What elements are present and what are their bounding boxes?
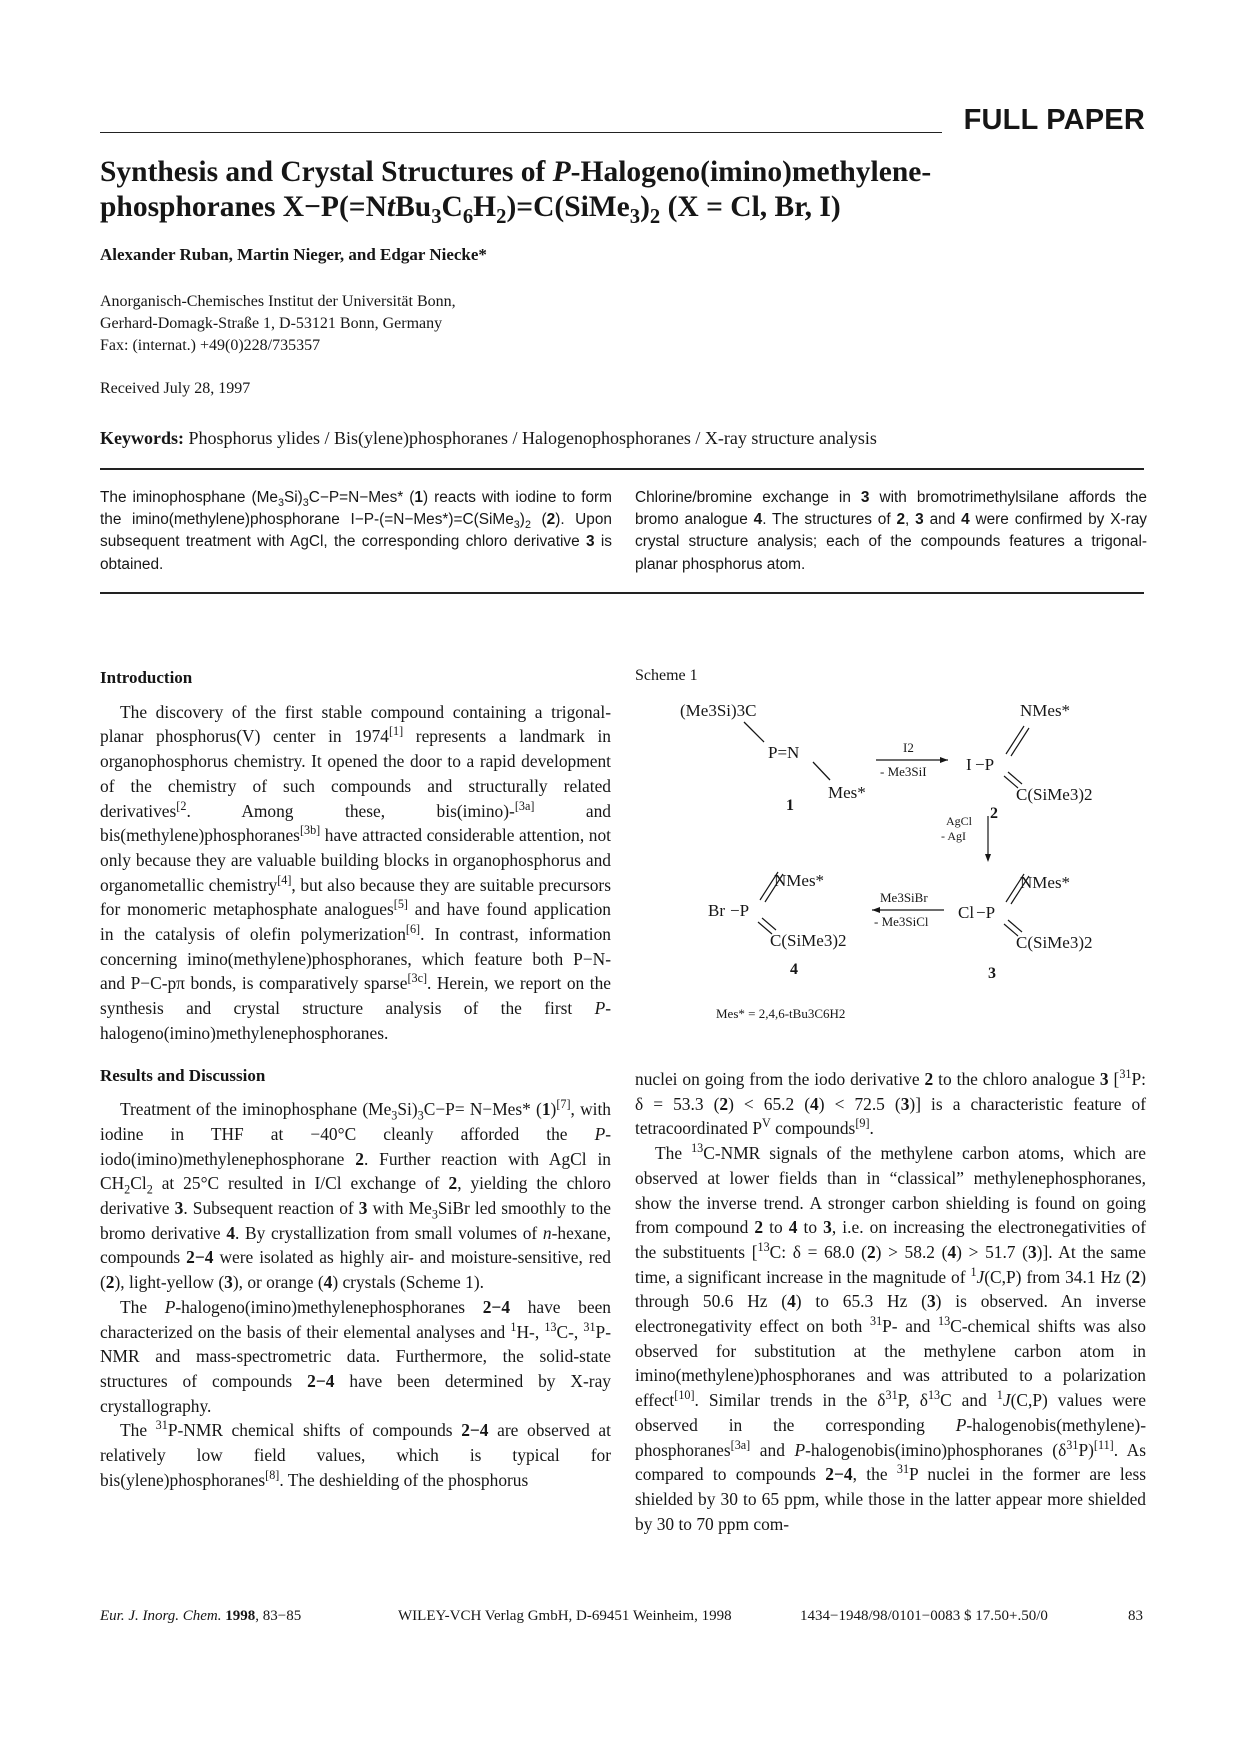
reaction-scheme: [640, 692, 1140, 1032]
compound-number-4: 4: [790, 961, 798, 978]
section-heading-introduction: Introduction: [100, 668, 193, 687]
iodo-label: I: [966, 755, 972, 774]
bond-dash: −P: [730, 901, 750, 920]
bromo-label: Br: [708, 901, 725, 920]
c1-pn-label: P=N: [768, 743, 800, 762]
body-left-column: [100, 666, 611, 1493]
paragraph: The $^{13}$C-NMR signals of the methylene carbon atoms, which are observed at lower fields than in “classical” methylenephosphoranes, show the inverse trend. A stronger carbon shielding is found on going from compound 2 to 4 to 3, i.e. on increasing the electronegativities of the substituents [$^{13}$C: δ = 68.0 (2) > 58.2 (4) > 51.7 (3)]. At the same time, a significant increase in the magnitude of $^1$J(C,P) from 34.1 Hz (2) through 50.6 Hz (4) to 65.3 Hz (3) is observed. An inverse electronegativity effect on both $^{31}$P- and $^{13}$C-chemical shifts was also observed for substitution at the methylene carbon atom in imino(methylene)phosphoranes and was attributed to a polarization effect[10]. Similar trends in the $\delta^{31}P$, $\delta^{13}C$ and $^1$J(C,P) values were observed in the corresponding P-halogenobis(methylene)-phosphoranes[3a] and P-halogenobis(imino)phosphoranes $(\delta^{31}P)[11]$. As compared to compounds 2−4, the $^{31}$P nuclei in the former are less shielded by 30 to 65 ppm, while those in the latter appear more shielded by 30 to 70 ppm com-: [635, 1141, 1147, 1534]
abstract-left: The iminophosphane $(Me_3Si)_3C-P=N-Mes*$ (1) reacts with iodine to form the imino(methylene)phosphorane $I-P-(=N-Mes*)=C(SiMe_3)_2$ (2). Upon subsequent treatment with AgCl, the corresponding chloro derivative 3 is obtained.: [100, 489, 612, 573]
journal-year: 1998: [225, 1608, 256, 1624]
bond-dash: −P: [975, 755, 995, 774]
arrow-head: [872, 907, 880, 913]
paragraph: The $^{31}$P-NMR chemical shifts of compounds 2−4 are observed at relatively low field values, which is typical for bis(ylene)phosphoranes[8]. The deshielding of the phosphorus: [100, 1418, 611, 1490]
footer-code: 1434−1948/98/0101−0083 $ 17.50+.50/0: [800, 1608, 1048, 1624]
paragraph: The P-halogeno(imino)methylenephosphoranes 2−4 have been characterized on the basis of their elemental analyses and $^1$H-, $^{13}$C-, $^{31}$P-NMR and mass-spectrometric data. Furthermore, the solid-state structures of compounds 2−4 have been determined by X-ray crystallography.: [100, 1296, 612, 1416]
affiliation-line: Anorganisch-Chemisches Institut der Universität Bonn,: [100, 293, 456, 310]
abstract-right: Chlorine/bromine exchange in 3 with bromotrimethylsilane affords the bromo analogue 4. The structures of 2, 3 and 4 were confirmed by X-ray crystal structure analysis; each of the compounds features a trigonal-planar phosphorus atom.: [635, 489, 1147, 573]
header-rule: [100, 132, 942, 133]
bond-line: [762, 918, 776, 930]
affiliation-line: Gerhard-Domagk-Straße 1, D-53121 Bonn, Germany: [100, 315, 443, 332]
bond-line: [1008, 920, 1022, 932]
arrow3-reagent: Me3SiBr: [880, 890, 928, 905]
journal-pages: , 83−85: [255, 1608, 302, 1624]
compound-number-3: 3: [988, 965, 996, 982]
nmes-label-4: NMes*: [774, 871, 825, 890]
csime-label-2: C(SiMe3)2: [1016, 785, 1093, 804]
bond-line: [1008, 772, 1022, 784]
keywords-list: Phosphorus ylides / Bis(ylene)phosphoranes / Halogenophosphoranes / X-ray structure analysis: [188, 428, 877, 448]
article-title: [100, 155, 1140, 228]
bond-dash: −P: [976, 903, 996, 922]
nmes-label-2: NMes*: [1020, 701, 1071, 720]
paragraph: The discovery of the first stable compound containing a trigonal-planar phosphorus(V) center in 1974[1] represents a landmark in organophosphorus chemistry. It opened the door to a rapid development of the chemistry of such compounds and structurally related derivatives$^{[2}$. Among these, bis(imino)-[3a] and bis(methylene)phosphoranes[3b] have attracted considerable attention, not only because they are valuable building blocks in organophosphorus and organometallic chemistry[4], but also because they are suitable precursors for monomeric metaphosphate analogues[5] and have found application in the catalysis of olefin polymerization[6]. In contrast, information concerning imino(methylene)phosphoranes, which feature both P−N- and P−C-pπ bonds, is comparatively sparse[3c]. Herein, we report on the synthesis and crystal structure analysis of the first P-halogeno(imino)methylenephosphoranes.: [100, 701, 612, 1043]
section-label: FULL PAPER: [963, 104, 1145, 136]
paragraph: nuclei on going from the iodo derivative 2 to the chloro analogue 3 [$^{31}$P: δ = 53.3 (2) < 65.2 (4) < 72.5 (3)] is a characteristic feature of tetracoordinated $P^V$ compounds[9].: [635, 1067, 1146, 1139]
scheme-caption: Scheme 1: [635, 667, 698, 684]
keywords: [100, 428, 877, 449]
nmes-label-3: NMes*: [1020, 873, 1071, 892]
arrow2-byproduct: - AgI: [941, 829, 966, 843]
bond-line: [744, 722, 764, 742]
chloro-label: Cl: [958, 903, 975, 922]
arrow1-reagent: I2: [903, 740, 914, 755]
compound-number-1: 1: [786, 797, 794, 814]
received-date: Received July 28, 1997: [100, 380, 251, 397]
compound-number-2: 2: [990, 805, 998, 822]
authors: Alexander Ruban, Martin Nieger, and Edgar Niecke*: [100, 245, 487, 264]
title-line-2: phosphoranes $X-P(=NtBu_3C_6H_2)=C(SiMe_3)_2$ (X = Cl, Br, I): [100, 191, 841, 228]
bond-line: [813, 762, 830, 780]
c1-silyl-label: (Me3Si)3C: [680, 701, 757, 720]
journal-name: Eur. J. Inorg. Chem.: [100, 1608, 222, 1624]
page-number: 83: [1128, 1608, 1143, 1624]
footer-citation: [100, 1608, 301, 1625]
arrow3-byproduct: - Me3SiCl: [874, 914, 929, 929]
arrow-head: [940, 757, 948, 763]
abstract-top-rule: [100, 468, 1144, 470]
title-line-1: Synthesis and Crystal Structures of P-Halogeno(imino)methylene-: [100, 156, 932, 188]
csime-label-3: C(SiMe3)2: [1016, 933, 1093, 952]
arrow2-reagent: AgCl: [946, 814, 973, 828]
arrow-head: [985, 854, 991, 862]
arrow1-byproduct: - Me3SiI: [880, 764, 927, 779]
keywords-label: Keywords:: [100, 428, 184, 448]
section-heading-results: Results and Discussion: [100, 1065, 266, 1085]
mes-definition: Mes* = 2,4,6-tBu3C6H2: [716, 1006, 846, 1021]
affiliation-line: Fax: (internat.) +49(0)228/735357: [100, 337, 321, 354]
c1-mes-label: Mes*: [828, 783, 866, 802]
paragraph: Treatment of the iminophosphane $(Me_3Si)_3C-P= N-Mes*$ (1)[7], with iodine in THF at −40°C cleanly afforded the P-iodo(imino)methylenephosphorane 2. Further reaction with AgCl in $CH_2Cl_2$ at 25°C resulted in I/Cl exchange of 2, yielding the chloro derivative 3. Subsequent reaction of 3 with $Me_3SiBr$ led smoothly to the bromo derivative 4. By crystallization from small volumes of n-hexane, compounds 2−4 were isolated as highly air- and moisture-sensitive, red (2), light-yellow (3), or orange (4) crystals (Scheme 1).: [100, 1097, 611, 1293]
body-right-column: [635, 1067, 1146, 1536]
csime-label-4: C(SiMe3)2: [770, 931, 847, 950]
footer-publisher: WILEY-VCH Verlag GmbH, D-69451 Weinheim, 1998: [398, 1608, 732, 1624]
abstract-bottom-rule: [100, 592, 1144, 594]
affiliation: [100, 291, 456, 357]
